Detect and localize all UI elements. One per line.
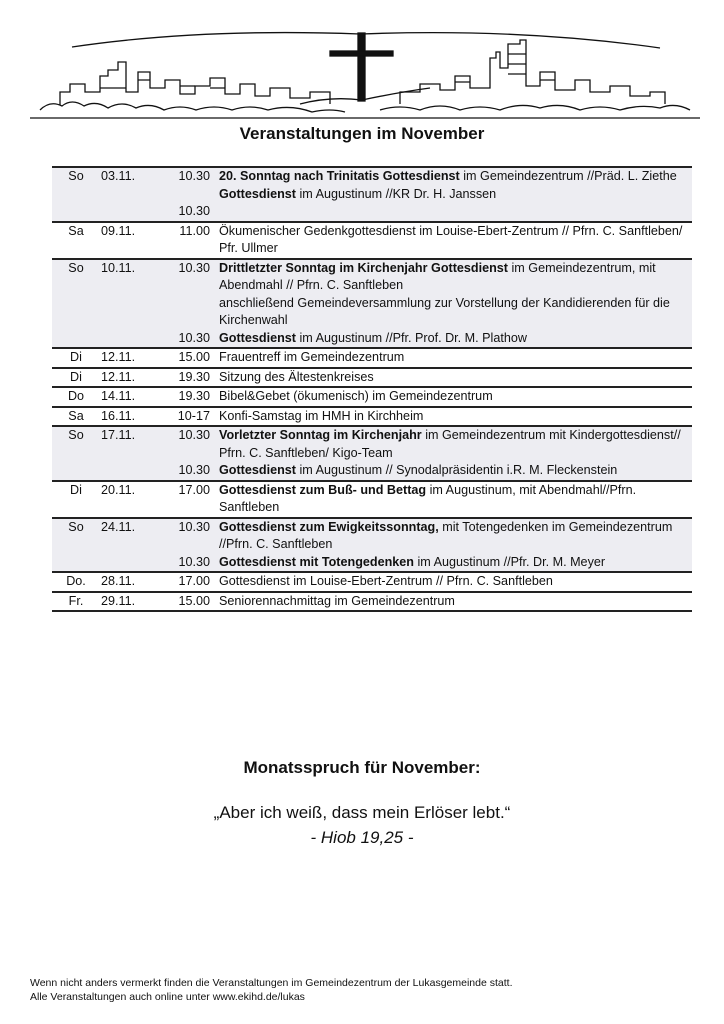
event-line: [52, 573, 692, 591]
event-detail: Pfrn. C. Sanftleben/ Kigo-Team: [219, 445, 393, 460]
event-row: [52, 571, 692, 591]
event-line: [52, 536, 692, 554]
event-line: [52, 203, 692, 221]
motto-source: - Hiob 19,25 -: [310, 828, 414, 847]
event-title-bold: Gottesdienst: [219, 186, 296, 201]
motto-heading: Monatsspruch für November:: [243, 758, 481, 777]
event-row: [52, 591, 692, 613]
event-time: [143, 186, 219, 204]
event-detail: Pfr. Ullmer: [219, 241, 278, 255]
event-detail: Konfi-Samstag im HMH in Kirchheim: [219, 408, 424, 423]
footer-line-1: Wenn nicht anders vermerkt finden die Veranstaltungen im Gemeindezentrum der Lukasgemeinde statt.: [30, 977, 513, 989]
event-date: 24.11.: [101, 519, 136, 534]
event-time: [143, 240, 219, 258]
event-description: [219, 330, 692, 348]
event-detail: im Augustinum //Pfr. Prof. Dr. M. Plathow: [295, 330, 527, 345]
event-detail: Sitzung des Ältestenkreises: [219, 369, 374, 384]
event-title-bold: Vorletzter Sonntag im Kirchenjahr: [219, 428, 422, 442]
event-description: [219, 240, 692, 258]
event-line: [52, 593, 692, 611]
event-day: [52, 203, 100, 221]
event-title-bold: Gottesdienst mit Totengedenken: [219, 554, 414, 569]
event-day: So: [68, 169, 84, 183]
event-date: 20.11.: [101, 482, 136, 497]
footer-line-2: Alle Veranstaltungen auch online unter www.ekihd.de/lukas: [30, 991, 305, 1003]
event-row: [52, 406, 692, 426]
event-date: 10.11.: [101, 260, 136, 275]
event-row: [52, 367, 692, 387]
event-description: [219, 519, 692, 537]
event-detail: Kirchenwahl: [219, 313, 288, 327]
event-date: 17.11.: [101, 428, 136, 442]
event-line: [52, 277, 692, 295]
event-time: [143, 277, 219, 295]
event-description: [219, 462, 692, 480]
event-day: Sa: [68, 408, 84, 423]
event-time: [143, 295, 219, 313]
event-detail: im Gemeindezentrum mit Kindergottesdienst//: [421, 428, 681, 442]
event-detail: im Augustinum //KR Dr. H. Janssen: [295, 186, 497, 201]
event-line: [52, 462, 692, 480]
event-line: [52, 330, 692, 348]
event-line: [52, 240, 692, 258]
event-row: [52, 221, 692, 258]
event-title-bold: Gottesdienst: [219, 330, 296, 345]
event-date: [100, 186, 143, 204]
event-day: So: [68, 428, 84, 442]
event-detail: im Gemeindezentrum, mit: [508, 260, 656, 275]
event-description: [219, 186, 692, 204]
event-date: 12.11.: [101, 350, 136, 364]
event-detail: anschließend Gemeindeversammlung zur Vorstellung der Kandidierenden für die: [219, 295, 670, 310]
events-table: [52, 166, 692, 612]
event-description: [219, 223, 692, 241]
event-time: 11.00: [179, 223, 210, 238]
event-description: [219, 482, 692, 517]
event-row: [52, 347, 692, 367]
event-description: [219, 277, 692, 295]
event-row: [52, 166, 692, 221]
event-line: [52, 186, 692, 204]
event-time: 10.30: [178, 169, 210, 183]
event-time: 15.00: [178, 350, 210, 364]
event-description: [219, 573, 692, 591]
event-time: 15.00: [178, 593, 210, 608]
event-time: 10.30: [178, 260, 210, 275]
event-line: [52, 295, 692, 313]
event-description: [219, 203, 692, 221]
event-time: 19.30: [178, 369, 210, 384]
footer-note: [30, 976, 513, 1004]
event-date: 03.11.: [101, 169, 136, 183]
event-description: [219, 388, 692, 406]
event-day: Fr.: [68, 593, 84, 608]
event-line: [52, 312, 692, 330]
event-day: [52, 445, 100, 463]
event-description: [219, 554, 692, 572]
event-line: [52, 168, 692, 186]
event-time: 10.30: [178, 204, 210, 218]
event-description: [219, 312, 692, 330]
event-date: [100, 295, 143, 313]
event-detail: Gottesdienst im Louise-Ebert-Zentrum // Pfrn. C. Sanftleben: [219, 574, 553, 588]
event-time: [143, 536, 219, 554]
event-day: [52, 554, 100, 572]
event-day: [52, 462, 100, 480]
event-day: Sa: [68, 223, 84, 238]
event-line: [52, 482, 692, 517]
event-line: [52, 519, 692, 537]
event-detail: Ökumenischer Gedenkgottesdienst im Louise-Ebert-Zentrum // Pfrn. C. Sanftleben/: [219, 223, 683, 238]
event-line: [52, 388, 692, 406]
event-date: 16.11.: [101, 408, 136, 423]
event-detail: Abendmahl // Pfrn. C. Sanftleben: [219, 278, 404, 292]
event-description: [219, 593, 692, 611]
event-description: [219, 168, 692, 186]
event-line: [52, 445, 692, 463]
event-date: 12.11.: [101, 369, 136, 384]
skyline-cross-illustration: [0, 0, 724, 125]
event-row: [52, 517, 692, 572]
event-day: Di: [70, 482, 82, 497]
event-description: [219, 427, 692, 445]
event-detail: Bibel&Gebet (ökumenisch) im Gemeindezentrum: [219, 389, 493, 403]
event-time: 17.00: [178, 482, 210, 497]
event-title-bold: 20. Sonntag nach Trinitatis Gottesdienst: [219, 169, 460, 183]
event-time: 10.30: [178, 554, 210, 569]
event-detail: im Augustinum, mit Abendmahl//Pfrn. Sanftleben: [219, 482, 637, 514]
event-line: [52, 408, 692, 426]
event-day: [52, 295, 100, 313]
event-date: [100, 203, 143, 221]
event-row: [52, 386, 692, 406]
event-detail: //Pfrn. C. Sanftleben: [219, 537, 333, 551]
event-day: [52, 277, 100, 295]
event-time: 10.30: [178, 463, 210, 477]
event-description: [219, 445, 692, 463]
event-title-bold: Gottesdienst zum Buß- und Bettag: [219, 482, 427, 497]
event-detail: im Augustinum // Synodalpräsidentin i.R. M. Fleckenstein: [295, 463, 618, 477]
event-date: 28.11.: [101, 574, 136, 588]
event-title-bold: Gottesdienst: [219, 463, 296, 477]
event-time: 10.30: [178, 519, 210, 534]
page-title: Veranstaltungen im November: [239, 124, 485, 143]
event-day: So: [68, 260, 84, 275]
event-description: [219, 536, 692, 554]
event-time: 19.30: [178, 389, 210, 403]
event-day: Do.: [66, 574, 86, 588]
event-time: 10.30: [178, 330, 210, 345]
event-date: 14.11.: [101, 389, 136, 403]
event-description: [219, 349, 692, 367]
event-day: [52, 536, 100, 554]
event-row: [52, 258, 692, 348]
event-time: 10.30: [178, 428, 210, 442]
event-date: [100, 554, 143, 572]
event-date: [100, 312, 143, 330]
event-row: [52, 480, 692, 517]
event-detail: Seniorennachmittag im Gemeindezentrum: [219, 593, 455, 608]
event-row: [52, 425, 692, 480]
motto-quote: „Aber ich weiß, dass mein Erlöser lebt.“: [213, 803, 511, 822]
event-line: [52, 554, 692, 572]
event-date: [100, 462, 143, 480]
event-date: [100, 330, 143, 348]
event-day: Di: [70, 350, 82, 364]
event-date: 09.11.: [101, 223, 136, 238]
event-line: [52, 369, 692, 387]
event-time: 17.00: [178, 574, 210, 588]
event-description: [219, 260, 692, 278]
event-date: [100, 536, 143, 554]
event-line: [52, 260, 692, 278]
event-description: [219, 408, 692, 426]
event-date: [100, 240, 143, 258]
event-detail: im Augustinum //Pfr. Dr. M. Meyer: [414, 554, 606, 569]
event-line: [52, 223, 692, 241]
event-detail: Frauentreff im Gemeindezentrum: [219, 350, 405, 364]
event-title-bold: Gottesdienst zum Ewigkeitssonntag,: [219, 519, 439, 534]
event-detail: mit Totengedenken im Gemeindezentrum: [438, 519, 673, 534]
event-day: [52, 312, 100, 330]
event-date: [100, 445, 143, 463]
event-day: [52, 186, 100, 204]
event-detail: im Gemeindezentrum //Präd. L. Ziethe: [459, 169, 677, 183]
event-day: [52, 330, 100, 348]
event-day: [52, 240, 100, 258]
event-description: [219, 369, 692, 387]
event-time: 10-17: [177, 408, 210, 423]
event-description: [219, 295, 692, 313]
event-day: Do: [67, 389, 85, 403]
event-line: [52, 427, 692, 445]
event-time: [143, 312, 219, 330]
event-title-bold: Drittletzter Sonntag im Kirchenjahr Gottesdienst: [219, 260, 508, 275]
event-day: So: [68, 519, 84, 534]
event-date: [100, 277, 143, 295]
event-line: [52, 349, 692, 367]
event-day: Di: [70, 369, 82, 384]
event-time: [143, 445, 219, 463]
event-date: 29.11.: [101, 593, 136, 608]
